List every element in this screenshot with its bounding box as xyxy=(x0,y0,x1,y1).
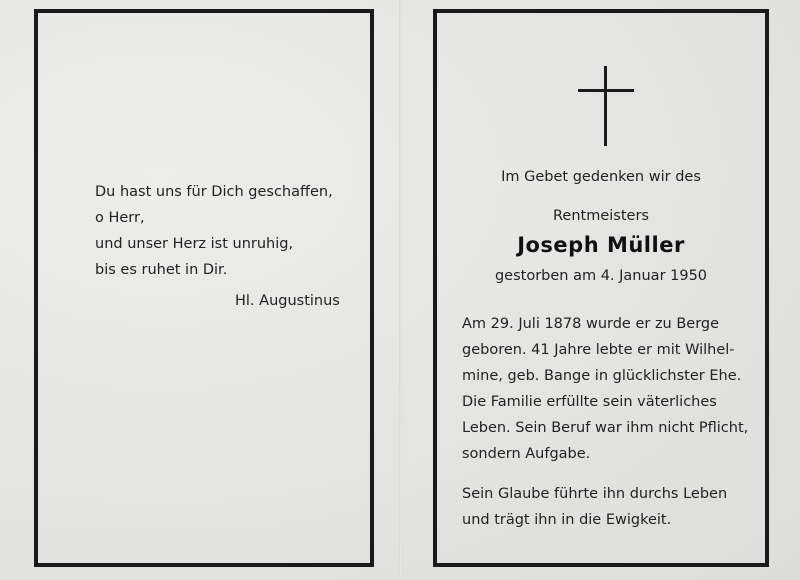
bio-line: Am 29. Juli 1878 wurde er zu Berge xyxy=(462,316,720,332)
right-panel xyxy=(433,9,769,567)
quote-line: bis es ruhet in Dir. xyxy=(95,262,228,278)
faith-line: und trägt ihn in die Ewigkeit. xyxy=(462,512,672,528)
fold-line xyxy=(399,0,402,580)
faith-text xyxy=(462,481,762,533)
quote-line: und unser Herz ist unruhig, xyxy=(95,236,294,252)
bio-line: sondern Aufgabe. xyxy=(462,446,591,462)
cross-icon xyxy=(578,66,634,146)
bio-line: mine, geb. Bange in glücklichster Ehe. xyxy=(462,368,742,384)
biography xyxy=(462,311,762,467)
quote-author: Hl. Augustinus xyxy=(235,293,340,309)
quote-line: Du hast uns für Dich geschaffen, xyxy=(95,184,333,200)
bio-line: Leben. Sein Beruf war ihm nicht Pflicht, xyxy=(462,420,749,436)
death-date: gestorben am 4. Januar 1950 xyxy=(494,268,708,284)
faith-line: Sein Glaube führte ihn durchs Leben xyxy=(462,486,728,502)
left-panel xyxy=(34,9,374,567)
bio-line: Die Familie erfüllte sein väterliches xyxy=(462,394,717,410)
deceased-title: Rentmeisters xyxy=(553,208,649,224)
deceased-name: Joseph Müller xyxy=(517,233,685,257)
bio-line: geboren. 41 Jahre lebte er mit Wilhel- xyxy=(462,342,735,358)
intro-text: Im Gebet gedenken wir des xyxy=(501,169,701,185)
quote xyxy=(95,179,355,283)
quote-line: o Herr, xyxy=(95,210,145,226)
